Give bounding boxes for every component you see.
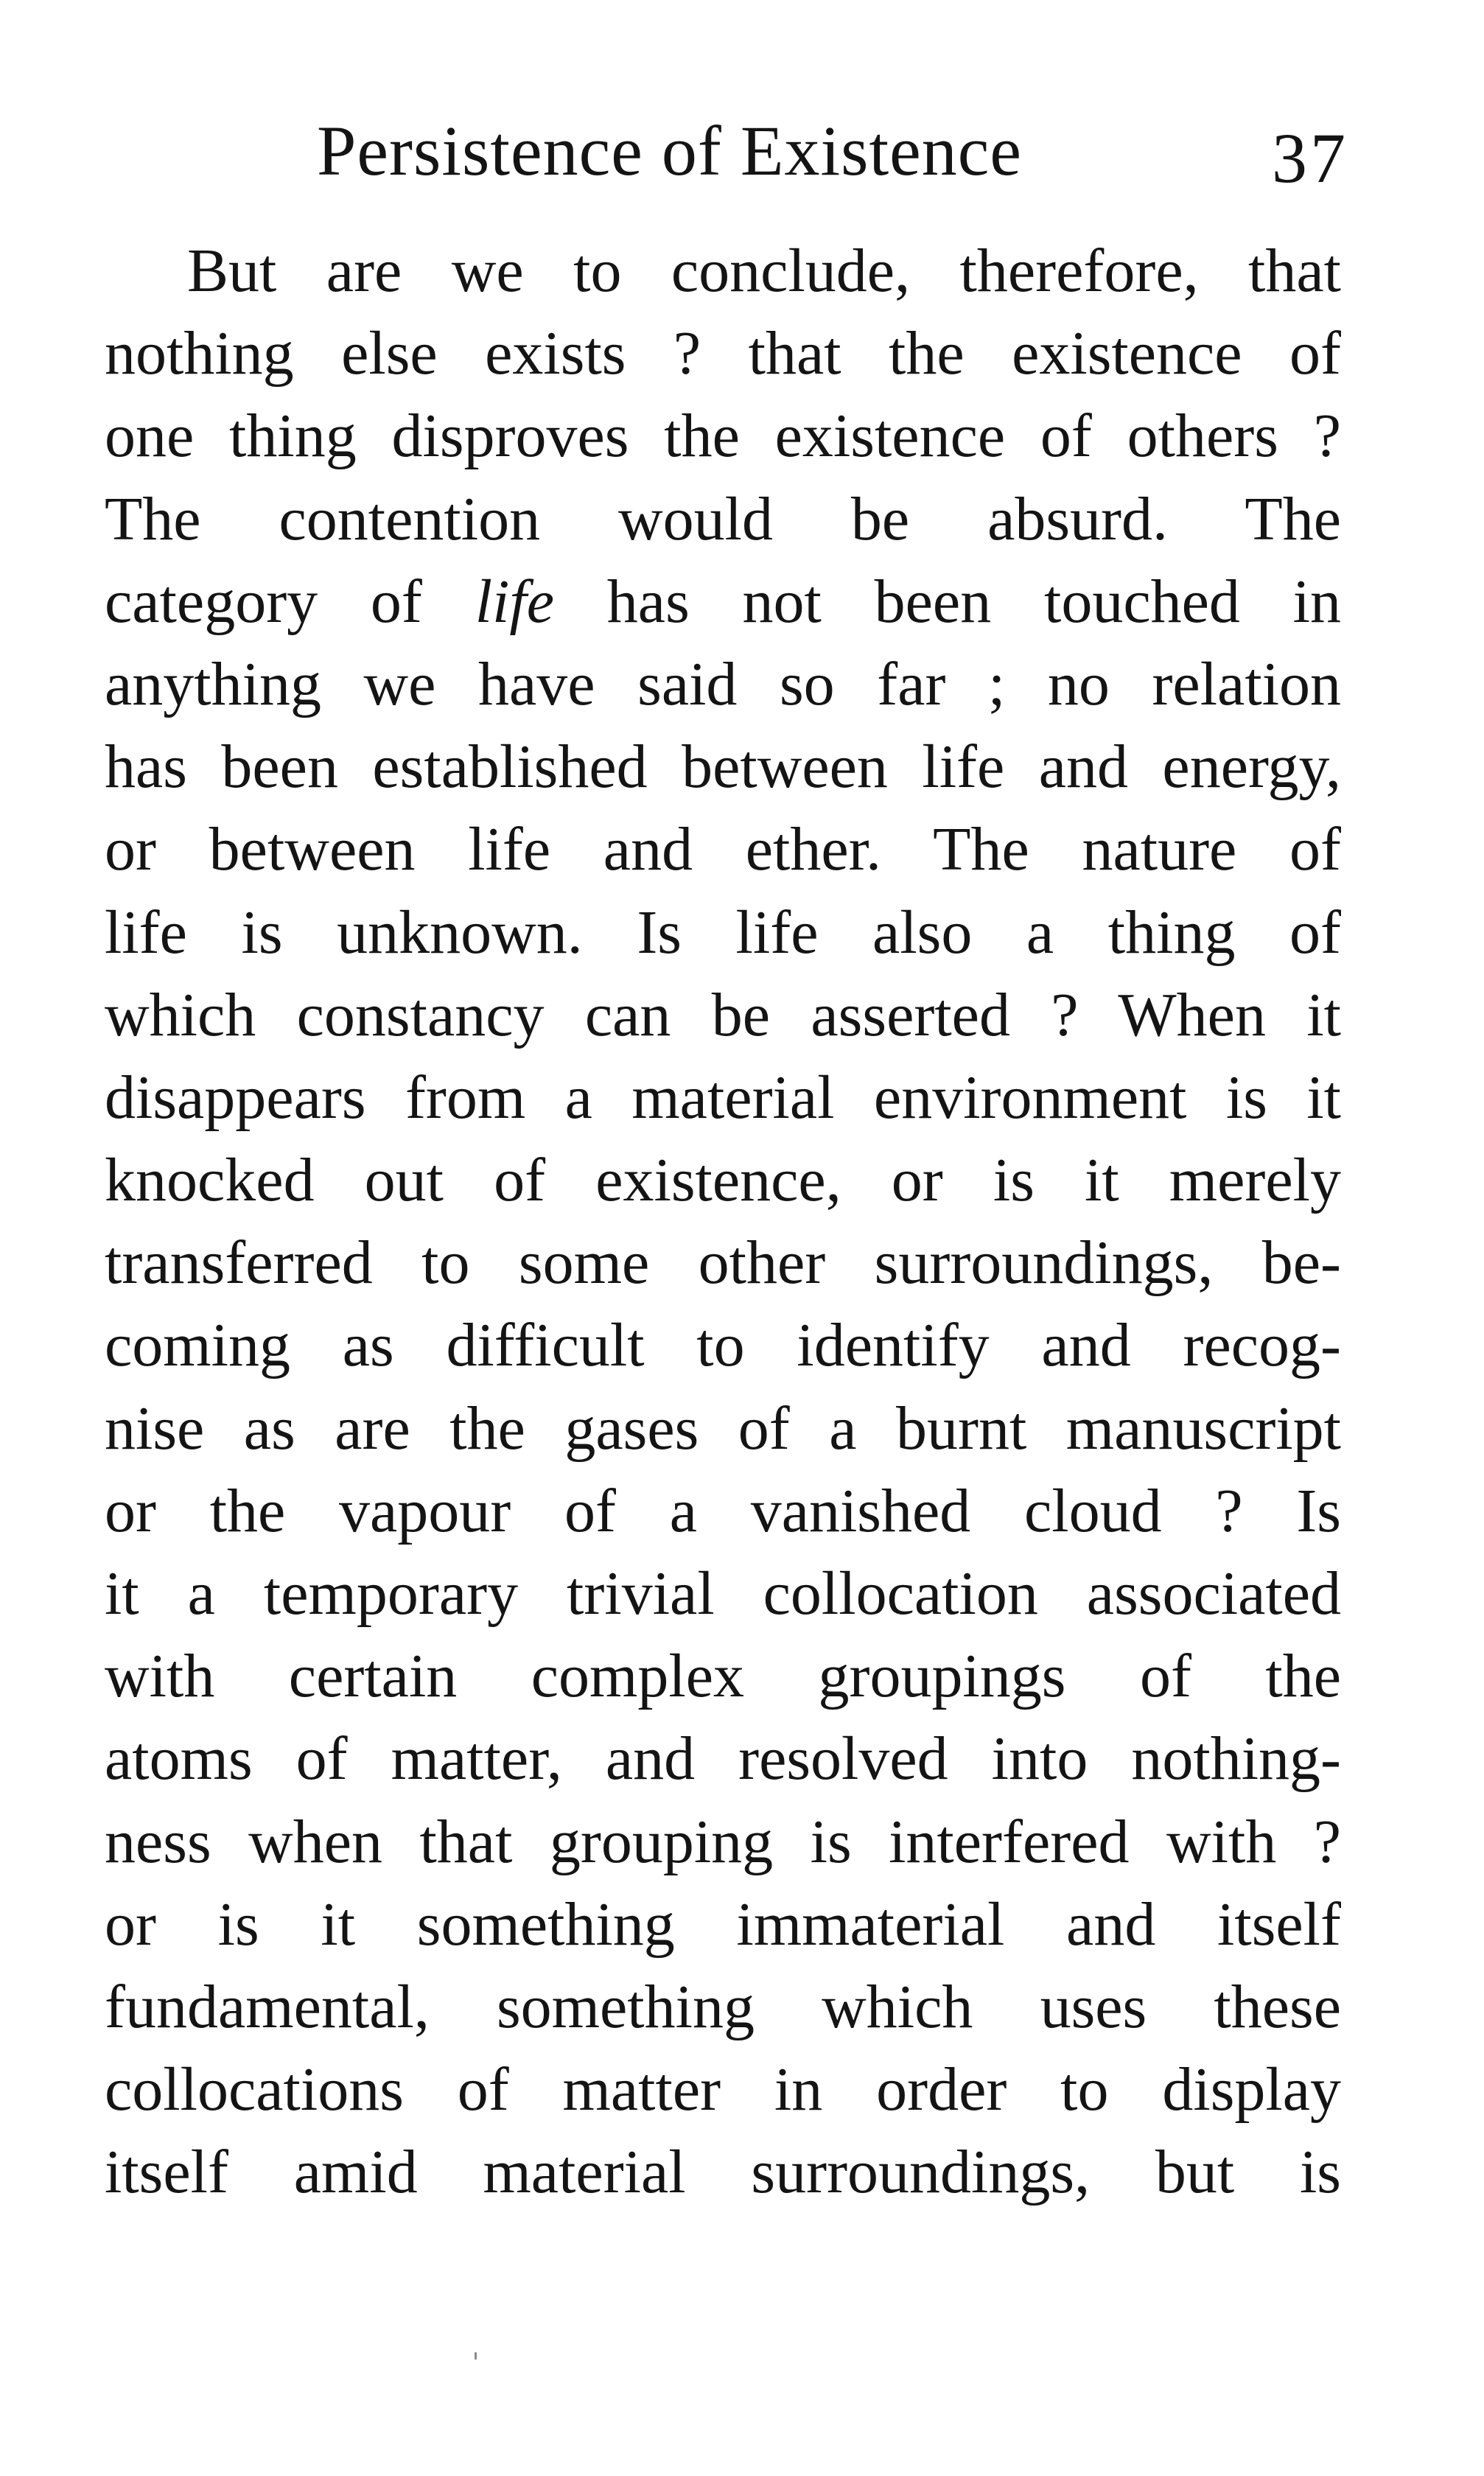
text-line: itself amid material surroundings, but is (105, 2138, 1341, 2207)
text-line: coming as difficult to identify and recog- (105, 1311, 1341, 1380)
text-line: collocations of matter in order to display (105, 2055, 1341, 2124)
text-line: has been established between life and energy, (105, 732, 1341, 802)
text-line: life is unknown. Is life also a thing of (105, 898, 1341, 967)
text-line: or is it something immaterial and itself (105, 1889, 1341, 1959)
italic-word: life (475, 567, 554, 636)
text-line: atoms of matter, and resolved into nothing- (105, 1724, 1341, 1794)
text-line: or the vapour of a vanished cloud ? Is (105, 1476, 1341, 1545)
text-line: transferred to some other surroundings, be- (105, 1228, 1341, 1298)
text-line: But are we to conclude, therefore, that (187, 237, 1341, 305)
paper-speck (475, 2352, 477, 2360)
text-line: one thing disproves the existence of others ? (105, 402, 1341, 471)
text-line-with-italic (105, 561, 1341, 643)
text-line: knocked out of existence, or is it merely (105, 1146, 1341, 1215)
text-line: with certain complex groupings of the (105, 1642, 1341, 1711)
running-head (317, 96, 1348, 206)
text-fragment: has not been touched in (606, 567, 1341, 636)
running-title: Persistence of Existence (317, 111, 1022, 190)
text-line: it a temporary trivial collocation associated (105, 1559, 1341, 1628)
text-line: disappears from a material environment is it (105, 1063, 1341, 1132)
text-fragment: category of (105, 567, 422, 636)
text-line: fundamental, something which uses these (105, 1972, 1341, 2041)
text-line: or between life and ether. The nature of (105, 815, 1341, 884)
text-line: ness when that grouping is interfered with ? (105, 1807, 1341, 1876)
body-paragraph (105, 230, 1341, 2214)
page-number: 37 (1272, 119, 1348, 197)
text-line: nise as are the gases of a burnt manuscript (105, 1393, 1341, 1463)
text-line: The contention would be absurd. The (105, 484, 1341, 553)
text-line: anything we have said so far ; no relation (105, 649, 1341, 718)
text-line: nothing else exists ? that the existence of (105, 319, 1341, 388)
text-line: which constancy can be asserted ? When it (105, 980, 1341, 1049)
